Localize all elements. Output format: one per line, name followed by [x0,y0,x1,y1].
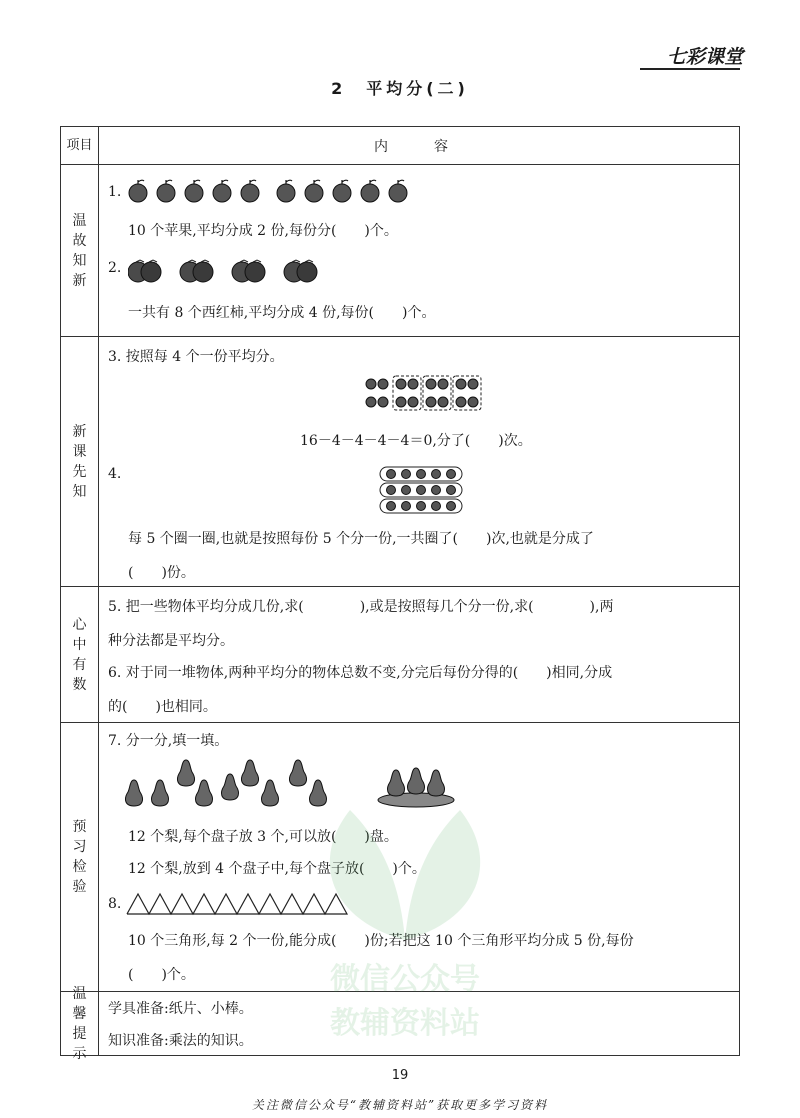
pear-icon [196,780,213,806]
apple-icon [185,180,203,202]
pear-icon [428,770,445,796]
watermark [290,800,520,1040]
section-label-tips: 温馨提示 [72,985,87,1062]
apple-icon [277,180,295,202]
section-label-summary: 心中有数 [72,616,87,693]
row-divider [61,722,739,723]
pear-icon [242,760,259,786]
dot-grouping [364,374,494,414]
q8-line1: 10 个三角形,每 2 个一份,能分成( )份;若把这 10 个三角形平均分成 5 份,每份 [128,933,634,949]
section-label-check: 预习检验 [72,819,87,895]
q8-number: 8. [108,896,122,912]
pear-icon [178,760,195,786]
section-label-preview: 新课先知 [72,423,87,500]
apple-icon [333,180,351,202]
apple-row [128,178,418,206]
header-content-label: 内 容 [374,138,464,155]
page-number: 19 [391,1068,409,1083]
circled-dots [378,464,464,516]
column-divider [98,127,99,1055]
pear-icon [126,780,143,806]
apple-icon [241,180,259,202]
q4-line2: ( )份。 [128,565,195,581]
leaf-logo-icon [290,800,520,950]
q3-equation: 16－4－4－4－4＝0,分了( )次。 [300,433,532,449]
q5-line1: 5. 把一些物体平均分成几份,求( ),或是按照每几个分一份,求( ),两 [108,599,614,615]
apple-icon [157,180,175,202]
footer-note: 关注微信公众号“教辅资料站”获取更多学习资料 [251,1098,549,1112]
tomato-icon [232,260,265,282]
tomato-icon [180,260,213,282]
pear-icon [408,768,425,794]
q7-question: 7. 分一分,填一填。 [108,733,229,749]
apple-icon [389,180,407,202]
tomato-icon [284,260,317,282]
apple-icon [305,180,323,202]
pear-icon [152,780,169,806]
q7-line1: 12 个梨,每个盘子放 3 个,可以放( )盘。 [128,829,398,845]
q2-number: 2. [108,260,122,276]
q7-line2: 12 个梨,放到 4 个盘子中,每个盘子放( )个。 [128,861,426,877]
pear-icon [388,770,405,796]
q2-question: 一共有 8 个西红柿,平均分成 4 份,每份( )个。 [128,305,436,321]
row-divider [61,164,739,165]
tips-tools: 学具准备:纸片、小棒。 [108,1001,253,1017]
tomato-row [128,254,328,286]
pear-icon [222,774,239,800]
q3-question: 3. 按照每 4 个一份平均分。 [108,349,284,365]
apple-icon [129,180,147,202]
q8-line2: ( )个。 [128,967,195,983]
tomato-icon [128,260,161,282]
q1-number: 1. [108,184,122,200]
q6-line1: 6. 对于同一堆物体,两种平均分的物体总数不变,分完后每份分得的( )相同,分成 [108,665,613,681]
watermark-line2: 教辅资料站 [330,1006,480,1041]
row-divider [61,586,739,587]
q1-question: 10 个苹果,平均分成 2 份,每份分( )个。 [128,223,398,239]
header-item-label: 项目 [66,137,93,153]
watermark-line1: 微信公众号 [330,962,480,997]
q4-number: 4. [108,466,122,482]
pear-icon [262,780,279,806]
row-divider [61,336,739,337]
section-label-review: 温故知新 [72,212,87,289]
brand-underline [640,68,740,70]
page-title: 2 平均分(二) [331,79,469,98]
q6-line2: 的( )也相同。 [108,699,217,715]
q4-line1: 每 5 个圈一圈,也就是按照每份 5 个分一份,一共圈了( )次,也就是分成了 [128,531,594,547]
tips-knowledge: 知识准备:乘法的知识。 [108,1033,253,1049]
brand-logo: 七彩课堂 [666,46,743,68]
apple-icon [213,180,231,202]
apple-icon [361,180,379,202]
q5-line2: 种分法都是平均分。 [108,633,234,649]
pear-icon [290,760,307,786]
